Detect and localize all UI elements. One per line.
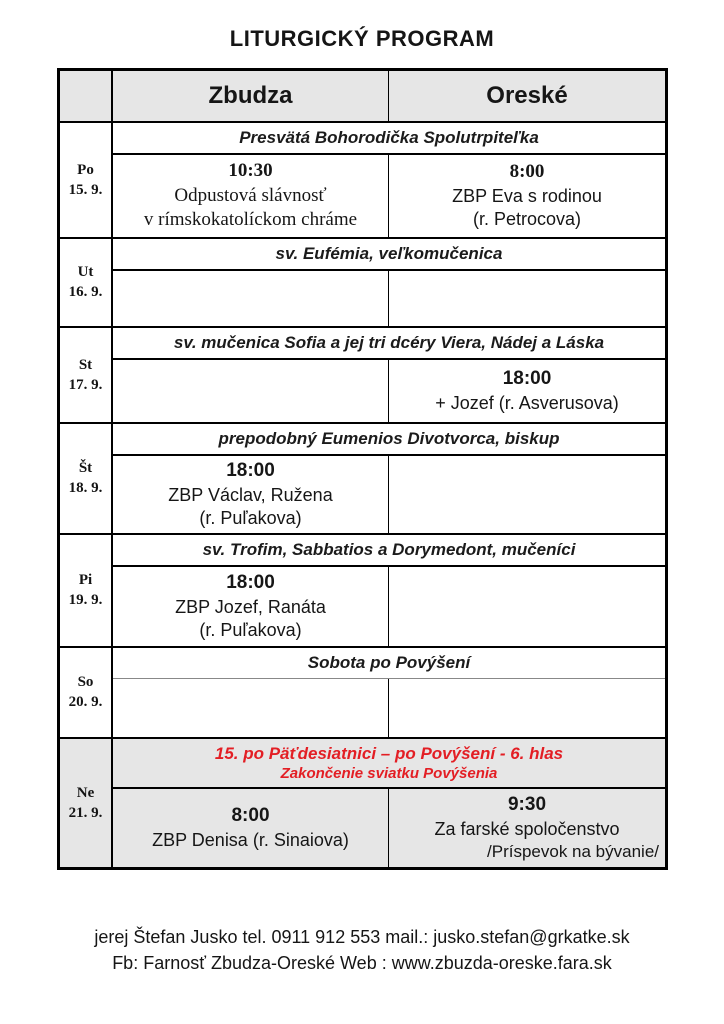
contact-footer: [0, 924, 724, 976]
mass-cells: [113, 679, 665, 737]
mass-intent-line: Odpustová slávnosť: [174, 184, 327, 206]
date-label: 21. 9.: [68, 804, 103, 821]
mass-time: 18:00: [226, 460, 275, 481]
day-cell: [60, 424, 113, 533]
oreske-cell: [389, 456, 665, 533]
column-header-oreske: Oreské: [486, 82, 568, 109]
schedule-row-tuesday: [60, 237, 665, 326]
zbudza-cell: [113, 360, 389, 422]
oreske-cell: [389, 271, 665, 326]
mass-intent-line: (r. Puľakova): [199, 620, 302, 641]
mass-intent-line: ZBP Denisa (r. Sinaiova): [152, 830, 349, 851]
day-label: St: [78, 356, 93, 373]
day-label: Št: [78, 460, 93, 477]
mass-intent-line: v rímskokatolíckom chráme: [143, 209, 358, 231]
zbudza-cell: [113, 567, 389, 646]
schedule-row-friday: [60, 533, 665, 646]
mass-intent-line: ZBP Jozef, Ranáta: [175, 596, 326, 617]
zbudza-cell: [113, 789, 389, 867]
mass-intent-line: (r. Puľakova): [199, 508, 302, 529]
date-label: 17. 9.: [68, 376, 103, 393]
feast-line-primary: 15. po Päťdesiatnici – po Povýšení - 6. hlas: [214, 744, 564, 764]
oreske-cell: [389, 155, 665, 237]
schedule-row-thursday: [60, 422, 665, 533]
zbudza-cell: [113, 271, 389, 326]
mass-time: 8:00: [509, 161, 545, 183]
feast-line-secondary: Zakončenie sviatku Povýšenia: [280, 764, 498, 782]
date-label: 16. 9.: [68, 284, 103, 300]
mass-time: 10:30: [228, 159, 273, 181]
date-label: 18. 9.: [68, 480, 103, 497]
mass-cells: [113, 789, 665, 867]
mass-cells: [113, 360, 665, 422]
day-cell: [60, 328, 113, 422]
mass-intent-line: /Príspevok na bývanie/: [487, 842, 659, 862]
oreske-cell: [389, 789, 665, 867]
day-label: So: [77, 674, 94, 691]
day-cell: [60, 648, 113, 737]
mass-intent-line: ZBP Václav, Ružena: [168, 484, 333, 505]
mass-cells: [113, 456, 665, 533]
date-label: 19. 9.: [68, 592, 103, 609]
schedule-row-monday: [60, 121, 665, 237]
oreske-cell: [389, 679, 665, 737]
oreske-cell: [389, 360, 665, 422]
schedule-row-wednesday: [60, 326, 665, 422]
feast-label: sv. Eufémia, veľkomučenica: [113, 239, 665, 271]
row-content: [113, 328, 665, 422]
day-cell: [60, 239, 113, 326]
mass-intent-line: ZBP Eva s rodinou: [452, 185, 602, 206]
column-header-zbudza: Zbudza: [113, 71, 389, 121]
mass-time: 8:00: [231, 805, 270, 827]
feast-label: Presvätá Bohorodička Spolutrpiteľka: [113, 123, 665, 155]
row-content: [113, 535, 665, 646]
oreske-cell: [389, 567, 665, 646]
mass-intent-line: + Jozef (r. Asverusova): [435, 392, 619, 413]
feast-label: sv. mučenica Sofia a jej tri dcéry Viera, Nádej a Láska: [113, 328, 665, 360]
day-label: Ut: [77, 264, 94, 280]
day-label: Ne: [76, 784, 95, 801]
schedule-table: [57, 68, 668, 870]
contact-line-2: Fb: Farnosť Zbudza-Oreské Web : www.zbuzda-oreske.fara.sk: [112, 953, 612, 973]
date-label: 20. 9.: [68, 694, 103, 711]
zbudza-cell: [113, 155, 389, 237]
day-cell: [60, 739, 113, 867]
feast-label: Sobota po Povýšení: [113, 648, 665, 679]
mass-intent-line: Za farské spoločenstvo: [434, 819, 620, 840]
zbudza-cell: [113, 456, 389, 533]
mass-time: 18:00: [226, 572, 275, 594]
row-content: [113, 424, 665, 533]
date-label: 15. 9.: [68, 181, 103, 198]
mass-cells: [113, 271, 665, 326]
feast-label: [113, 739, 665, 789]
feast-label: prepodobný Eumenios Divotvorca, biskup: [113, 424, 665, 456]
day-label: Pi: [78, 572, 93, 589]
row-content: [113, 739, 665, 867]
zbudza-cell: [113, 679, 389, 737]
table-header-row: [60, 71, 665, 121]
row-content: [113, 123, 665, 237]
page-title: LITURGICKÝ PROGRAM: [229, 26, 495, 51]
row-content: [113, 648, 665, 737]
mass-cells: [113, 567, 665, 646]
feast-label: sv. Trofim, Sabbatios a Dorymedont, mučeníci: [113, 535, 665, 567]
day-cell: [60, 123, 113, 237]
mass-intent-line: (r. Petrocova): [472, 209, 582, 230]
schedule-row-saturday: [60, 646, 665, 737]
mass-time: 18:00: [502, 367, 552, 389]
schedule-row-sunday: [60, 737, 665, 867]
mass-cells: [113, 155, 665, 237]
row-content: [113, 239, 665, 326]
day-label: Po: [77, 161, 94, 178]
mass-time: 9:30: [507, 794, 547, 816]
contact-line-1: jerej Štefan Jusko tel. 0911 912 553 mail.: jusko.stefan@grkatke.sk: [94, 927, 630, 947]
day-cell: [60, 535, 113, 646]
corner-cell: [60, 71, 113, 121]
